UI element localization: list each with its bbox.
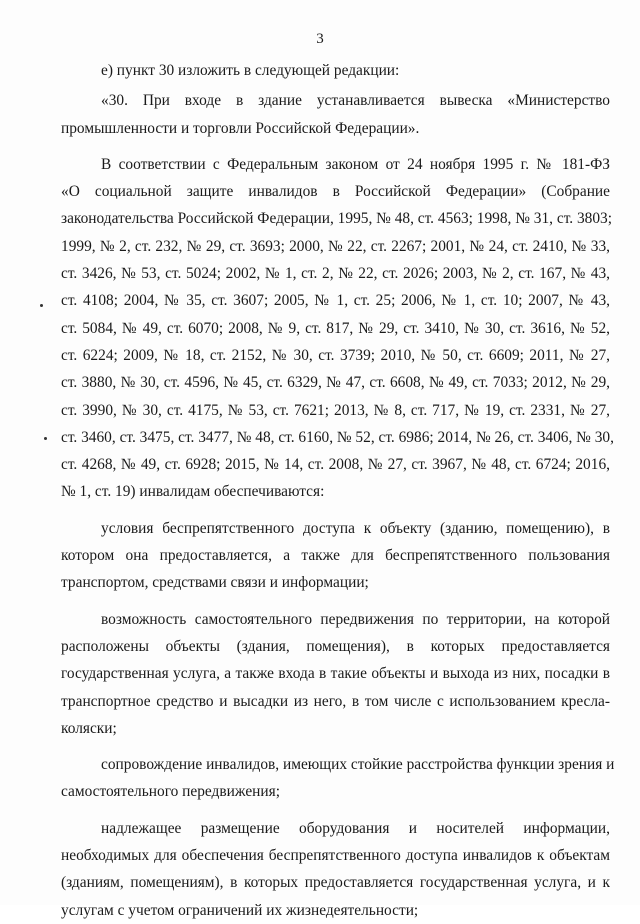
text-line: сопровождение инвалидов, имеющих стойкие расстройства функции зрения и [101, 756, 615, 774]
text-line: «30. При входе в здание устанавливается вывеска «Министерство [101, 92, 610, 110]
paragraph-access-conditions [61, 515, 610, 597]
text-line: государственная услуга, а также входа в такие объекты и выхода из них, посадки в [61, 665, 610, 683]
text-line: е) пункт 30 изложить в следующей редакции: [101, 62, 400, 79]
text-line: возможность самостоятельного передвижения по территории, на которой [101, 610, 610, 628]
text-line: промышленности и торговли Российской Федерации». [61, 119, 420, 137]
paragraph-equipment-placement [61, 815, 610, 924]
text-line: (зданиям, помещениям), в которых предоставляется государственная услуга, и к [61, 874, 610, 892]
text-line: транспортом, средствами связи и информации; [61, 574, 369, 592]
text-line: ст. 4108; 2004, № 35, ст. 3607; 2005, № 1, ст. 25; 2006, № 1, ст. 10; 2007, № 43, [61, 292, 610, 310]
text-line: «О социальной защите инвалидов в Российской Федерации» (Собрание [61, 183, 610, 201]
document-body [61, 57, 615, 924]
text-line: ст. 6224; 2009, № 18, ст. 2152, № 30, ст. 3739; 2010, № 50, ст. 6609; 2011, № 27, [61, 346, 610, 364]
text-line: надлежащее размещение оборудования и носителей информации, [101, 819, 610, 837]
page-number: 3 [316, 31, 324, 47]
text-line: 1999, № 2, ст. 232, № 29, ст. 3693; 2000, № 22, ст. 2267; 2001, № 24, ст. 2410, № 33, [61, 237, 610, 255]
text-line: транспортное средство и высадки из него, в том числе с использованием кресла- [61, 692, 610, 710]
paragraph-escort [61, 751, 615, 806]
paragraph-item-30 [61, 87, 610, 142]
text-line: В соответствии с Федеральным законом от 24 ноября 1995 г. № 181-ФЗ [101, 155, 610, 173]
text-line: условия беспрепятственного доступа к объекту (зданию, помещению), в [101, 519, 610, 537]
text-line: котором она предоставляется, а также для беспрепятственного пользования [61, 547, 610, 565]
text-line: самостоятельного передвижения; [61, 783, 280, 801]
paragraph-movement-possibility [61, 606, 610, 742]
paragraph-amendment-heading [61, 57, 610, 84]
text-line: ст. 3460, ст. 3475, ст. 3477, № 48, ст. 6160, № 52, ст. 6986; 2014, № 26, ст. 3406, № 30, [61, 428, 614, 446]
text-line: законодательства Российской Федерации, 1995, № 48, ст. 4563; 1998, № 31, ст. 3803; [61, 210, 613, 228]
paragraph-federal-law [61, 151, 614, 506]
scan-speck [40, 304, 43, 307]
text-line: коляски; [61, 719, 117, 737]
text-line: расположены объекты (здания, помещения), в которых предоставляется [61, 637, 610, 655]
text-line: услугам с учетом ограничений их жизнедеятельности; [61, 901, 419, 919]
text-line: необходимых для обеспечения беспрепятственного доступа инвалидов к объектам [61, 847, 610, 865]
text-line: № 1, ст. 19) инвалидам обеспечиваются: [61, 483, 325, 501]
text-line: ст. 3990, № 30, ст. 4175, № 53, ст. 7621; 2013, № 8, ст. 717, № 19, ст. 2331, № 27, [61, 401, 610, 419]
scan-speck [44, 437, 47, 440]
text-line: ст. 3426, № 53, ст. 5024; 2002, № 1, ст. 2, № 22, ст. 2026; 2003, № 2, ст. 167, № 43, [61, 265, 610, 283]
text-line: ст. 4268, № 49, ст. 6928; 2015, № 14, ст. 2008, № 27, ст. 3967, № 48, ст. 6724; 2016, [61, 456, 610, 474]
text-line: ст. 5084, № 49, ст. 6070; 2008, № 9, ст. 817, № 29, ст. 3410, № 30, ст. 3616, № 52, [61, 319, 610, 337]
text-line: ст. 3880, № 30, ст. 4596, № 45, ст. 6329, № 47, ст. 6608, № 49, ст. 7033; 2012, № 29, [61, 374, 610, 392]
